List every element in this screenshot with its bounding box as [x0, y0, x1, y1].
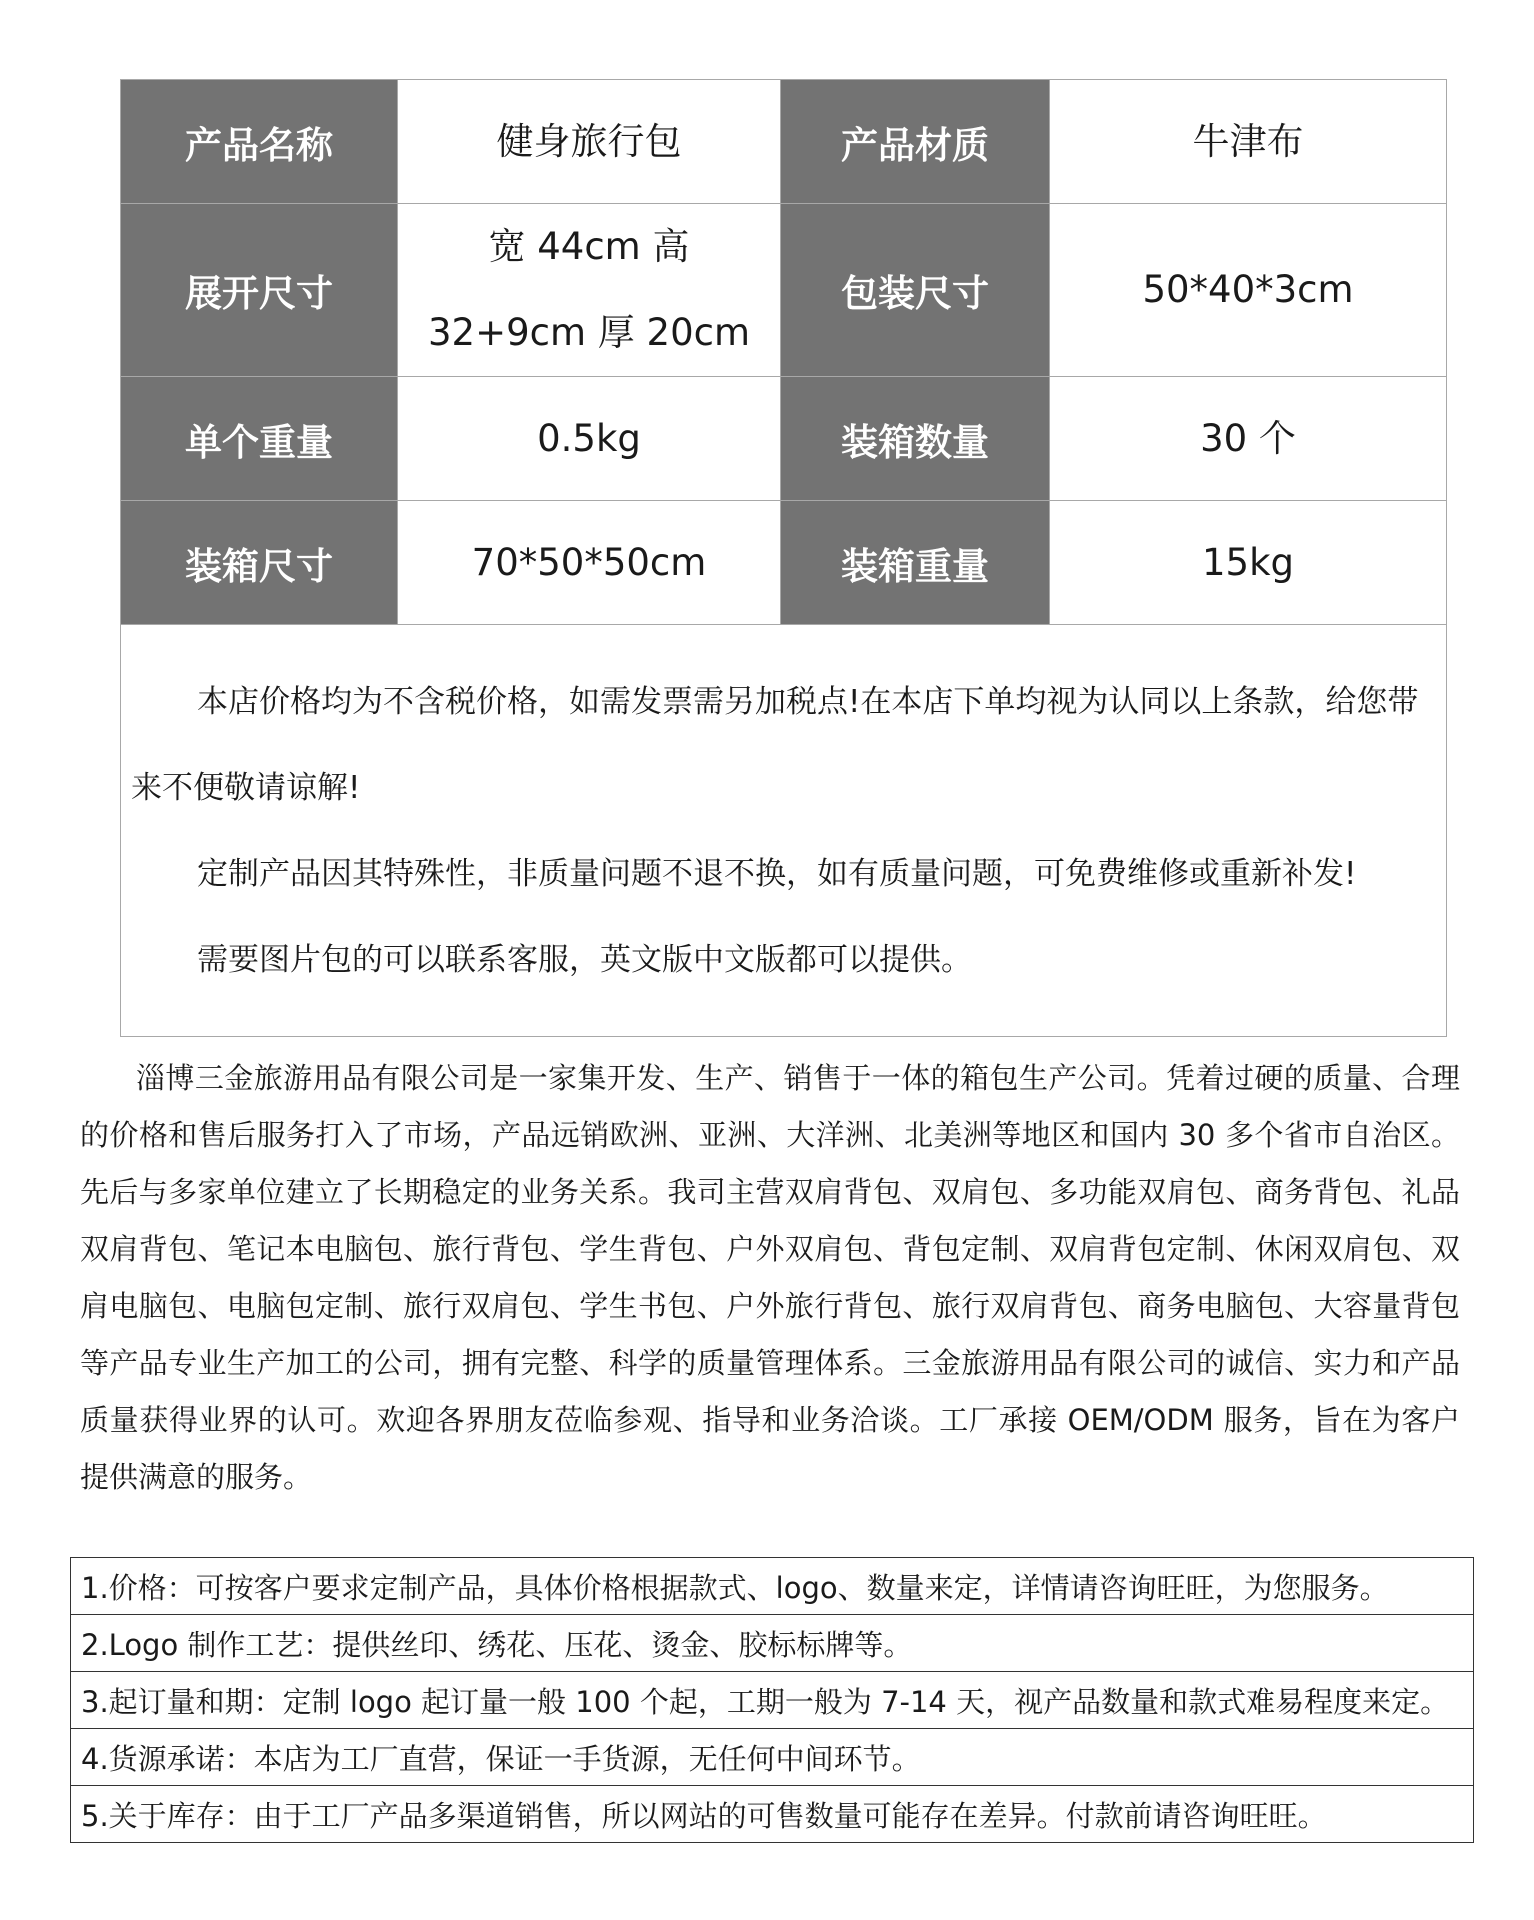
term-item: 1.价格：可按客户要求定制产品，具体价格根据款式、logo、数量来定，详情请咨询旺旺，为您服务。 [71, 1558, 1474, 1615]
note-paragraph: 本店价格均为不含税价格，如需发票需另加税点!在本店下单均视为认同以上条款，给您带来不便敬请谅解! [131, 684, 1419, 806]
spec-label: 产品材质 [781, 80, 1050, 204]
spec-value: 70*50*50cm [398, 501, 781, 625]
spec-label: 包装尺寸 [781, 204, 1050, 377]
spec-row [121, 204, 1447, 377]
notes-row [121, 625, 1447, 1037]
spec-label: 展开尺寸 [121, 204, 398, 377]
term-row [71, 1615, 1474, 1672]
company-intro: 淄博三金旅游用品有限公司是一家集开发、生产、销售于一体的箱包生产公司。凭着过硬的质量、合理的价格和售后服务打入了市场，产品远销欧洲、亚洲、大洋洲、北美洲等地区和国内 30 多个省市自治区。先后与多家单位建立了长期稳定的业务关系。我司主营双肩背包、双肩包、多功能双肩包、商务背包、礼品双肩背包、笔记本电脑包、旅行背包、学生背包、户外双肩包、背包定制、双肩背包定制、休闲双肩包、双肩电脑包、电脑包定制、旅行双肩包、学生书包、户外旅行背包、旅行双肩背包、商务电脑包、大容量背包等产品专业生产加工的公司，拥有完整、科学的质量管理体系。三金旅游用品有限公司的诚信、实力和产品质量获得业界的认可。欢迎各界朋友莅临参观、指导和业务洽谈。工厂承接 OEM/ODM 服务，旨在为客户提供满意的服务。 [80, 1061, 1460, 1494]
term-row [71, 1786, 1474, 1843]
spec-value: 宽 44cm 高 32+9cm 厚 20cm [398, 204, 781, 377]
spec-label: 产品名称 [121, 80, 398, 204]
spec-label: 单个重量 [121, 377, 398, 501]
term-item: 5.关于库存：由于工厂产品多渠道销售，所以网站的可售数量可能存在差异。付款前请咨询旺旺。 [71, 1786, 1474, 1843]
spec-value: 50*40*3cm [1050, 204, 1447, 377]
spec-value: 15kg [1050, 501, 1447, 625]
spec-row [121, 377, 1447, 501]
spec-row [121, 501, 1447, 625]
spec-value: 30 个 [1050, 377, 1447, 501]
store-notes [121, 625, 1447, 1037]
service-terms-table [70, 1557, 1474, 1843]
spec-label: 装箱尺寸 [121, 501, 398, 625]
spec-label: 装箱重量 [781, 501, 1050, 625]
term-item: 2.Logo 制作工艺：提供丝印、绣花、压花、烫金、胶标标牌等。 [71, 1615, 1474, 1672]
product-spec-table [120, 79, 1447, 1037]
spec-label: 装箱数量 [781, 377, 1050, 501]
spec-row [121, 80, 1447, 204]
note-paragraph: 需要图片包的可以联系客服，英文版中文版都可以提供。 [197, 942, 972, 978]
term-item: 3.起订量和期：定制 logo 起订量一般 100 个起，工期一般为 7-14 天，视产品数量和款式难易程度来定。 [71, 1672, 1474, 1729]
term-row [71, 1558, 1474, 1615]
term-row [71, 1672, 1474, 1729]
term-item: 4.货源承诺：本店为工厂直营，保证一手货源，无任何中间环节。 [71, 1729, 1474, 1786]
note-paragraph: 定制产品因其特殊性，非质量问题不退不换，如有质量问题，可免费维修或重新补发! [197, 856, 1357, 892]
term-row [71, 1729, 1474, 1786]
spec-value: 健身旅行包 [398, 80, 781, 204]
spec-value: 0.5kg [398, 377, 781, 501]
spec-value: 牛津布 [1050, 80, 1447, 204]
